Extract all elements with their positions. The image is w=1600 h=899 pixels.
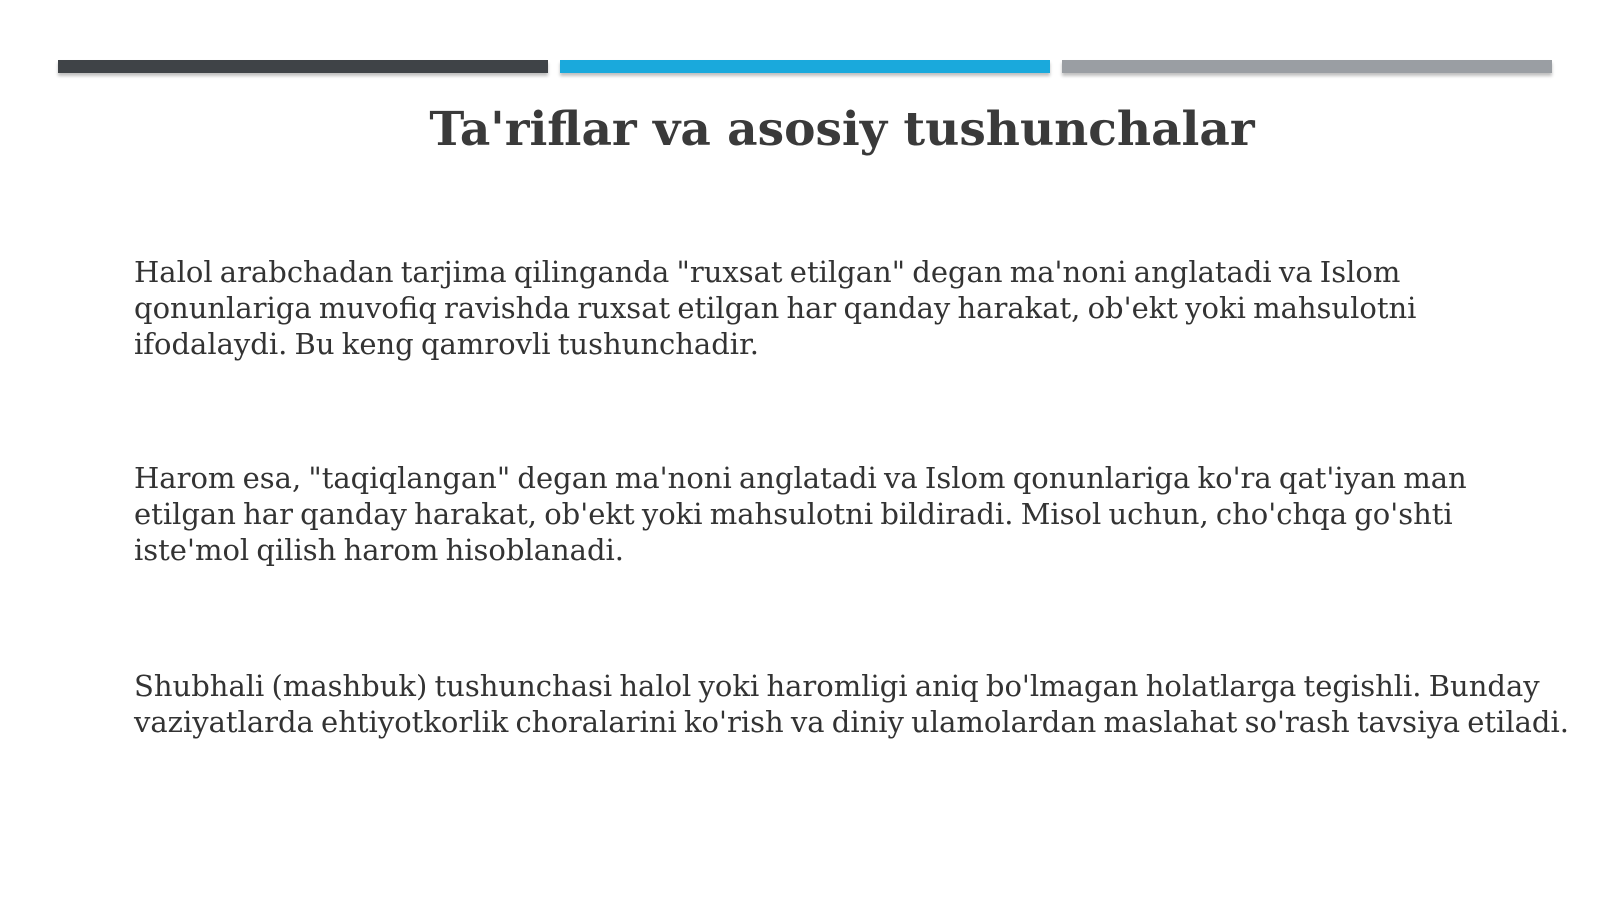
paragraph-halol: Halol arabchadan tarjima qilinganda "ruxsat etilgan" degan ma'noni anglatadi va Islom qonunlariga muvofiq ravishda ruxsat etilgan har qanday harakat, ob'ekt yoki mahsulotni ifodalaydi. Bu keng qamrovli tushunchadir. bbox=[134, 255, 1417, 361]
paragraph-shubhali: Shubhali (mashbuk) tushunchasi halol yoki haromligi aniq bo'lmagan holatlarga tegishli. Bunday vaziyatlarda ehtiyotkorlik choralarini ko'rish va diniy ulamolardan maslahat so'rash tavsiya etiladi. bbox=[134, 669, 1569, 739]
paragraph-harom: Harom esa, "taqiqlangan" degan ma'noni anglatadi va Islom qonunlariga ko'ra qat'iyan man etilgan har qanday harakat, ob'ekt yoki mahsulotni bildiradi. Misol uchun, cho'chqa go'shti iste'mol qilish harom hisoblanadi. bbox=[134, 461, 1467, 567]
slide-title: Ta'riflar va asosiy tushunchalar bbox=[429, 102, 1255, 157]
